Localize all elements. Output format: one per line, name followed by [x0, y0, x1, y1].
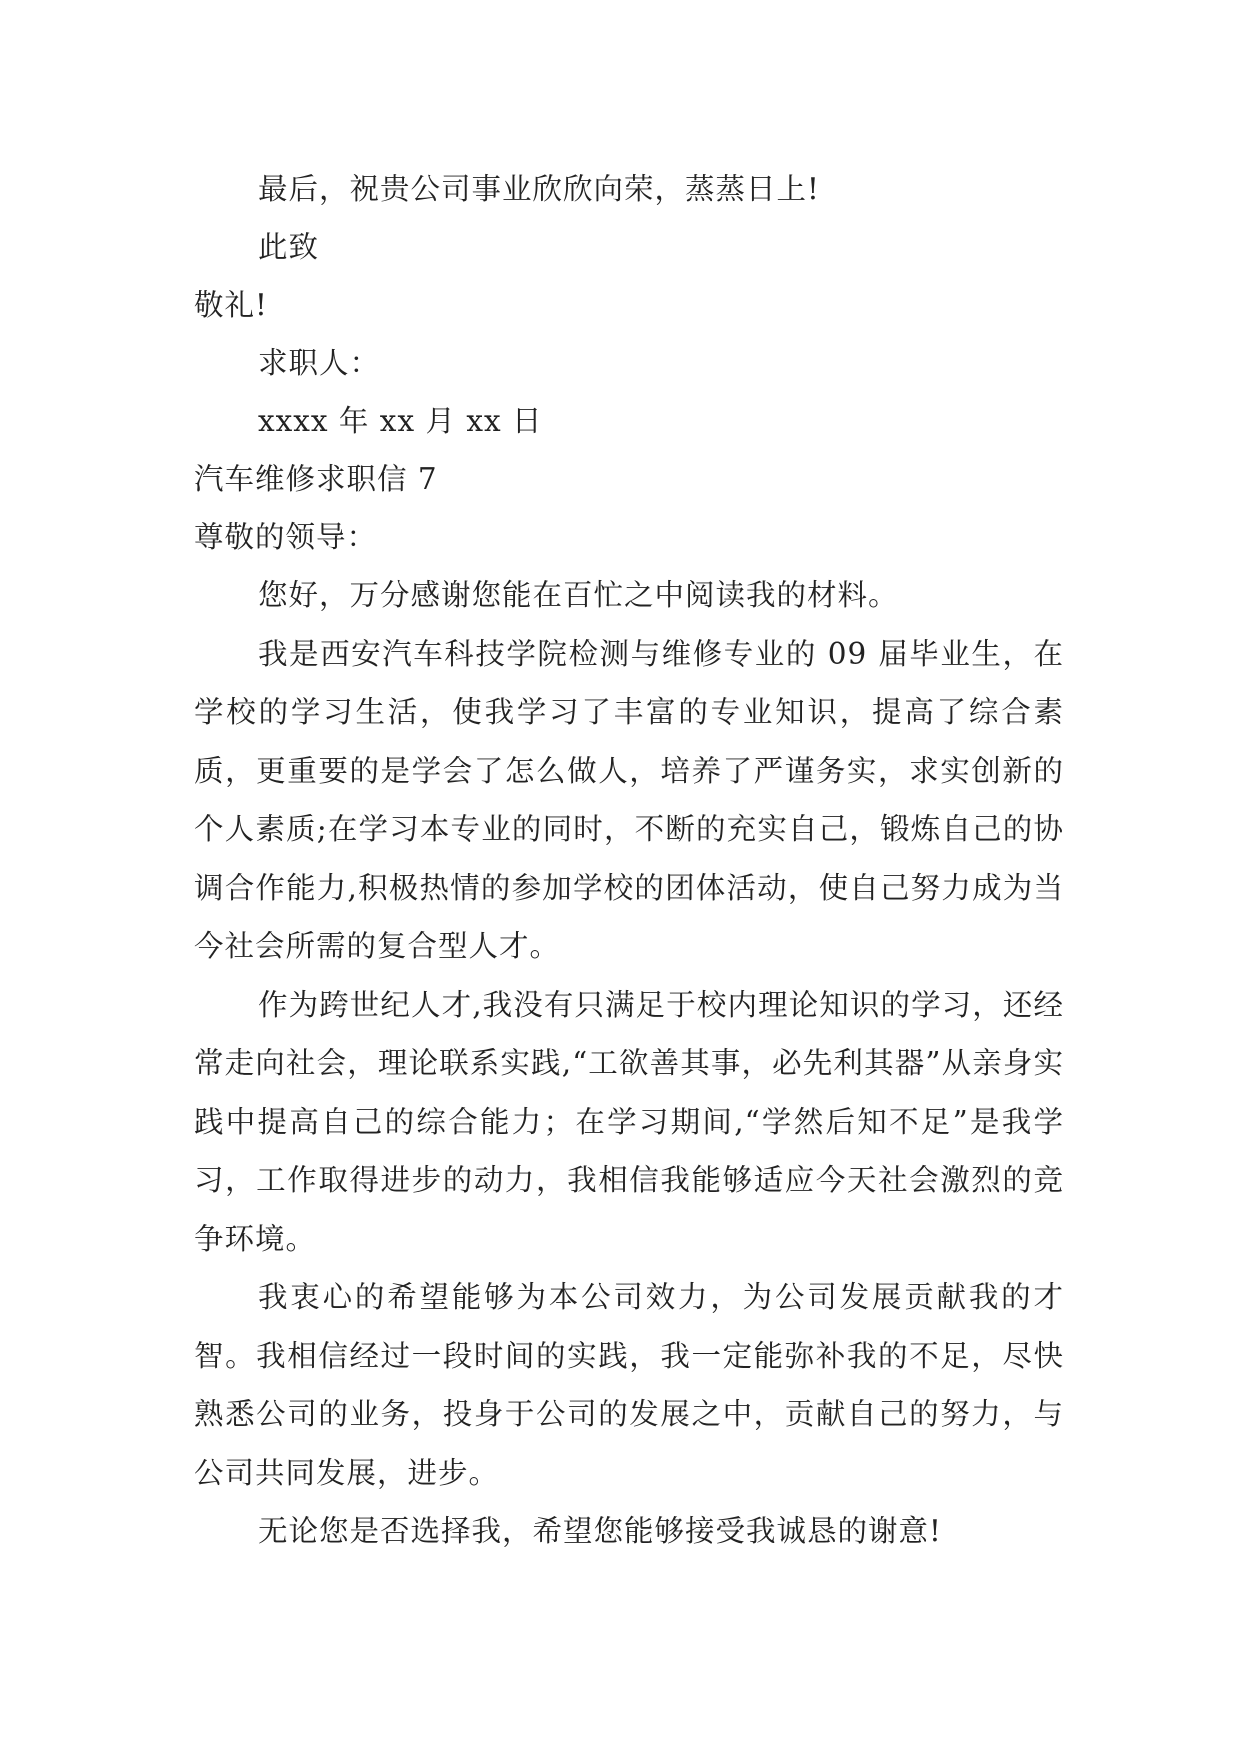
- applicant-label: 求职人：: [258, 346, 381, 380]
- paragraph-3: 作为跨世纪人才,我没有只满足于校内理论知识的学习，还经常走向社会，理论联系实践,“工欲善其事，必先利其器”从亲身实践中提高自己的综合能力；在学习期间,“学然后知不足”是我学习，工作取得进步的动力，我相信我能够适应今天社会激烈的竞争环境。: [194, 987, 1064, 1256]
- section-title: 汽车维修求职信 7: [194, 462, 438, 496]
- paragraph-4: 我衷心的希望能够为本公司效力，为公司发展贡献我的才智。我相信经过一段时间的实践，我一定能弥补我的不足，尽快熟悉公司的业务，投身于公司的发展之中，贡献自己的努力，与公司共同发展，进步。: [194, 1280, 1064, 1490]
- paragraph-1: 您好，万分感谢您能在百忙之中阅读我的材料。: [258, 578, 899, 612]
- greeting: 尊敬的领导：: [194, 520, 378, 554]
- salutation-jing-li: 敬礼!: [194, 288, 268, 322]
- letter-body: [194, 160, 1064, 1561]
- salutation-ci-zhi: 此致: [258, 230, 320, 264]
- paragraph-5: 无论您是否选择我，希望您能够接受我诚恳的谢意!: [258, 1514, 942, 1548]
- paragraph-2: 我是西安汽车科技学院检测与维修专业的 09 届毕业生，在学校的学习生活，使我学习了丰富的专业知识，提高了综合素质，更重要的是学会了怎么做人，培养了严谨务实，求实创新的个人素质;在学习本专业的同时，不断的充实自己，锻炼自己的协调合作能力,积极热情的参加学校的团体活动，使自己努力成为当今社会所需的复合型人才。: [194, 636, 1064, 963]
- date-line: xxxx 年 xx 月 xx 日: [258, 404, 543, 438]
- closing-wish: 最后，祝贵公司事业欣欣向荣，蒸蒸日上!: [258, 172, 820, 206]
